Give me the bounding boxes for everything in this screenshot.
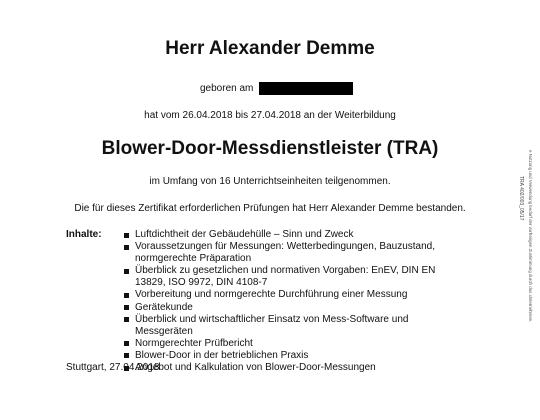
bullet-icon xyxy=(124,341,129,346)
bullet-icon xyxy=(124,269,129,274)
list-item: Luftdichtheit der Gebäudehülle – Sinn und Zweck xyxy=(124,229,464,241)
list-item: Überblick und wirtschaftlicher Einsatz von Mess-Software und Messgeräten xyxy=(124,314,464,338)
list-item: Blower-Door in der betrieblichen Praxis xyxy=(124,350,464,362)
list-item: Vorbereitung und normgerechte Durchführung einer Messung xyxy=(124,289,464,301)
contents-list xyxy=(124,229,464,374)
bullet-icon xyxy=(124,317,129,322)
recipient-name: Herr Alexander Demme xyxy=(165,38,375,59)
bullet-icon xyxy=(124,245,129,250)
course-scope: im Umfang von 16 Unterrichtseinheiten teilgenommen. xyxy=(149,176,391,187)
birth-date-line xyxy=(200,82,353,95)
list-item: Gerätekunde xyxy=(124,302,464,314)
bullet-icon xyxy=(124,353,129,358)
redacted-birth-date xyxy=(259,82,353,95)
document-code: TRA 402/003_05/17 xyxy=(518,176,524,221)
place-and-date: Stuttgart, 27.04.2018 xyxy=(66,362,160,373)
list-item: Normgerechter Prüfbericht xyxy=(124,338,464,350)
bullet-icon xyxy=(124,233,129,238)
list-item: Voraussetzungen für Messungen: Wetterbedingungen, Bauzustand, normgerechte Präparation xyxy=(124,241,464,265)
born-label: geboren am xyxy=(200,83,254,94)
bullet-icon xyxy=(124,293,129,298)
exam-passed-statement: Die für dieses Zertifikat erforderlichen Prüfungen hat Herr Alexander Demme bestanden. xyxy=(74,203,466,214)
contents-label: Inhalte: xyxy=(66,229,102,240)
course-title: Blower-Door-Messdienstleister (TRA) xyxy=(101,138,439,159)
list-item: Angebot und Kalkulation von Blower-Door-Messungen xyxy=(124,362,464,374)
bullet-icon xyxy=(124,305,129,310)
training-period: hat vom 26.04.2018 bis 27.04.2018 an der Weiterbildung xyxy=(144,110,396,121)
usage-notice: e Nutzung und Verwendung bedarf der vorherigen Zustimmung durch das Unternehmen. xyxy=(528,150,533,323)
list-item: Überblick zu gesetzlichen und normativen Vorgaben: EnEV, DIN EN 13829, ISO 9972, DIN 4108-7 xyxy=(124,265,464,289)
